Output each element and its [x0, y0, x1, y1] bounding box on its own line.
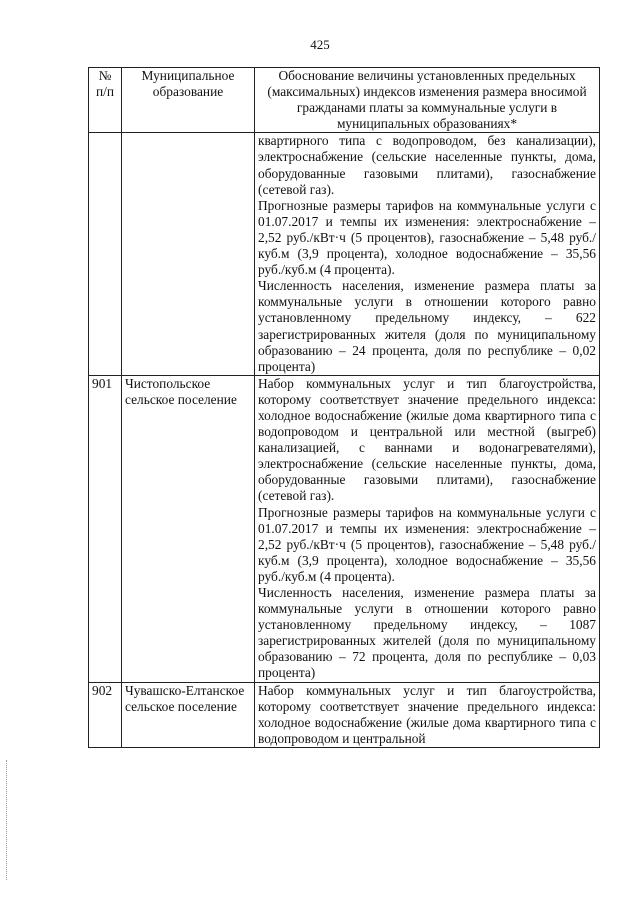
paragraph: квартирного типа с водопроводом, без канализации), электроснабжение (сельские населенные пункты, дома, оборудованные газовыми плитами), газоснабжение (сетевой газ). [258, 133, 596, 197]
row-municipality: Чистопольское сельское поселение [122, 375, 255, 682]
paragraph: Набор коммунальных услуг и тип благоустройства, которому соответствует значение предельного индекса: холодное водоснабжение (жилые дома квартирного типа с водопроводом и центральной или местной (выгреб) канализацией, с ваннами и водонагревателями), электроснабжение (сельские населенные пункты, дома, оборудованные газовыми плитами), газоснабжение (сетевой газ). [258, 375, 596, 504]
paragraph: Набор коммунальных услуг и тип благоустройства, которому соответствует значение предельного индекса: холодное водоснабжение (жилые дома квартирного типа с водопроводом и центральной [258, 682, 596, 746]
row-municipality [122, 133, 255, 375]
row-num: 901 [89, 375, 122, 682]
row-municipality: Чувашско-Елтанское сельское поселение [122, 682, 255, 747]
table-row [89, 133, 600, 375]
paragraph: Численность населения, изменение размера платы за коммунальные услуги в отношении которого равно установленному предельному индексу, – 622 зарегистрированных жителя (доля по муниципальному образованию – 24 процента, доля по республике – 0,02 процента) [258, 278, 596, 374]
paragraph: Численность населения, изменение размера платы за коммунальные услуги в отношении которого равно установленному предельному индексу, – 1087 зарегистрированных жителей (доля по муниципальному образованию – 72 процента, доля по республике – 0,03 процента) [258, 585, 596, 681]
header-justification: Обоснование величины установленных предельных (максимальных) индексов изменения размера вносимой гражданами платы за коммунальные услуги в муниципальных образованиях* [255, 68, 600, 133]
page-number: 425 [310, 37, 330, 52]
paragraph: Прогнозные размеры тарифов на коммунальные услуги с 01.07.2017 и темпы их изменения: электроснабжение – 2,52 руб./кВт·ч (5 процентов), газоснабжение – 5,48 руб./куб.м (3,9 процента), холодное водоснабжение – 35,56 руб./куб.м (4 процента). [258, 504, 596, 584]
table-header-row [89, 68, 600, 133]
table-row [89, 682, 600, 747]
table-row [89, 375, 600, 682]
header-num: № п/п [89, 68, 122, 133]
row-num [89, 133, 122, 375]
scan-margin-marks [6, 760, 9, 880]
paragraph: Прогнозные размеры тарифов на коммунальные услуги с 01.07.2017 и темпы их изменения: электроснабжение – 2,52 руб./кВт·ч (5 процентов), газоснабжение – 5,48 руб./куб.м (3,9 процента), холодное водоснабжение – 35,56 руб./куб.м (4 процента). [258, 197, 596, 278]
tariff-table [88, 67, 600, 748]
row-justification [255, 682, 600, 747]
header-municipality: Муниципальное образование [122, 68, 255, 133]
row-justification [255, 375, 600, 682]
row-justification [255, 133, 600, 375]
row-num: 902 [89, 682, 122, 747]
